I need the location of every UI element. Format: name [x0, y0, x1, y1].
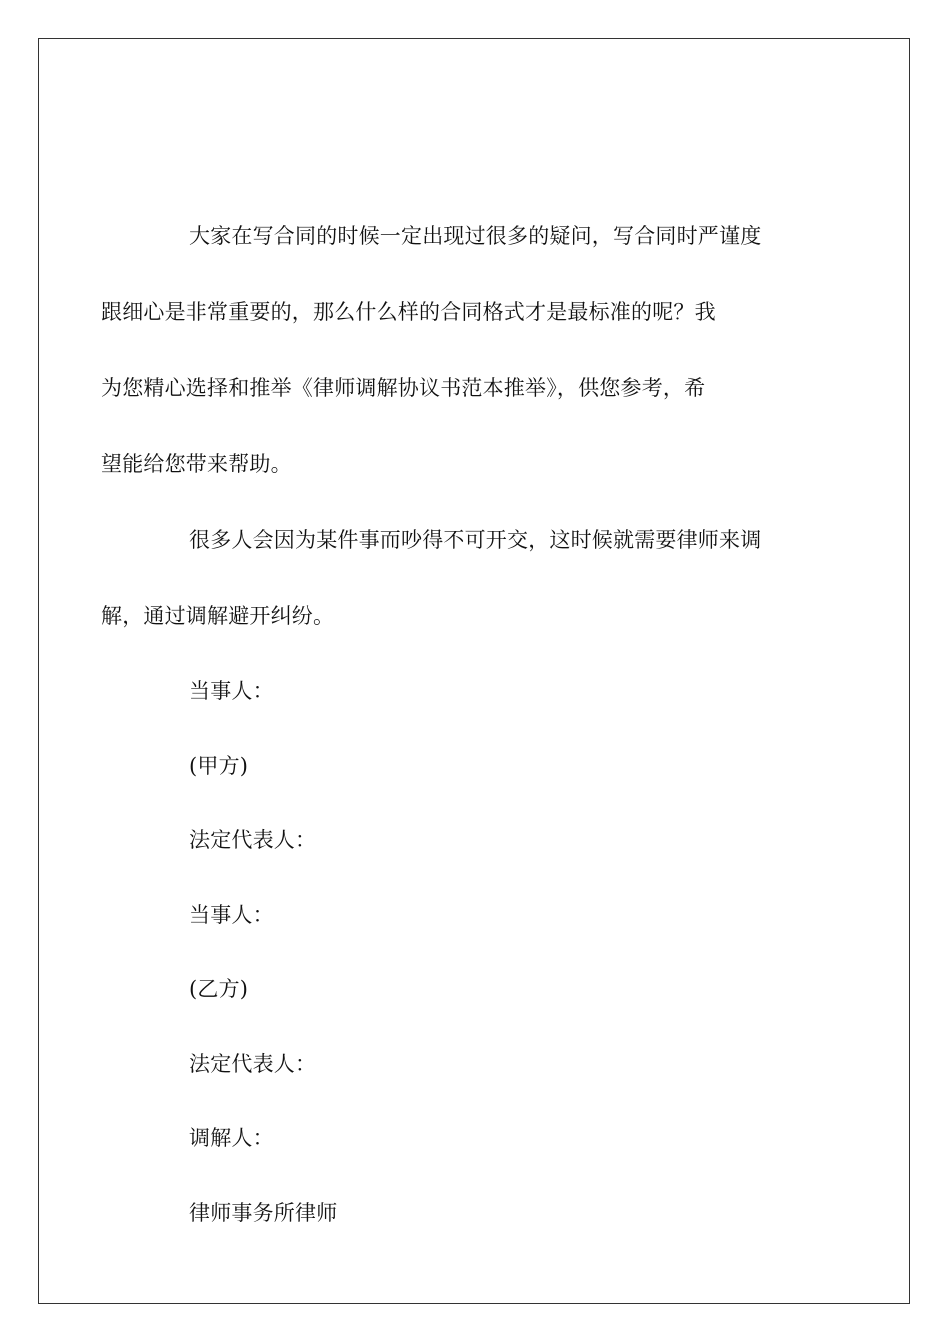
law-firm-lawyer: 律师事务所律师	[189, 1200, 338, 1225]
intro-paragraph	[101, 198, 795, 502]
party-a-role: (甲方)	[189, 753, 249, 778]
intro-line: 为您精心选择和推举《律师调解协议书范本推举》，供您参考，希	[101, 376, 706, 400]
intro-line: 望能给您带来帮助。	[101, 452, 292, 476]
second-paragraph	[101, 502, 795, 654]
mediator-label: 调解人：	[189, 1126, 274, 1150]
document-body	[101, 198, 795, 1250]
party-b-legal-rep: 法定代表人：	[189, 1051, 317, 1076]
party-b-label: 当事人：	[189, 902, 274, 927]
party-a-legal-rep: 法定代表人：	[189, 828, 317, 852]
party-a-label: 当事人：	[189, 679, 274, 703]
second-line: 很多人会因为某件事而吵得不可开交，这时候就需要律师来调	[189, 528, 762, 552]
intro-line: 大家在写合同的时候一定出现过很多的疑问，写合同时严谨度	[189, 224, 762, 248]
second-line: 解，通过调解避开纠纷。	[101, 604, 335, 628]
party-b-role: (乙方)	[189, 977, 249, 1001]
intro-line: 跟细心是非常重要的，那么什么样的合同格式才是最标准的呢？我	[101, 300, 716, 324]
